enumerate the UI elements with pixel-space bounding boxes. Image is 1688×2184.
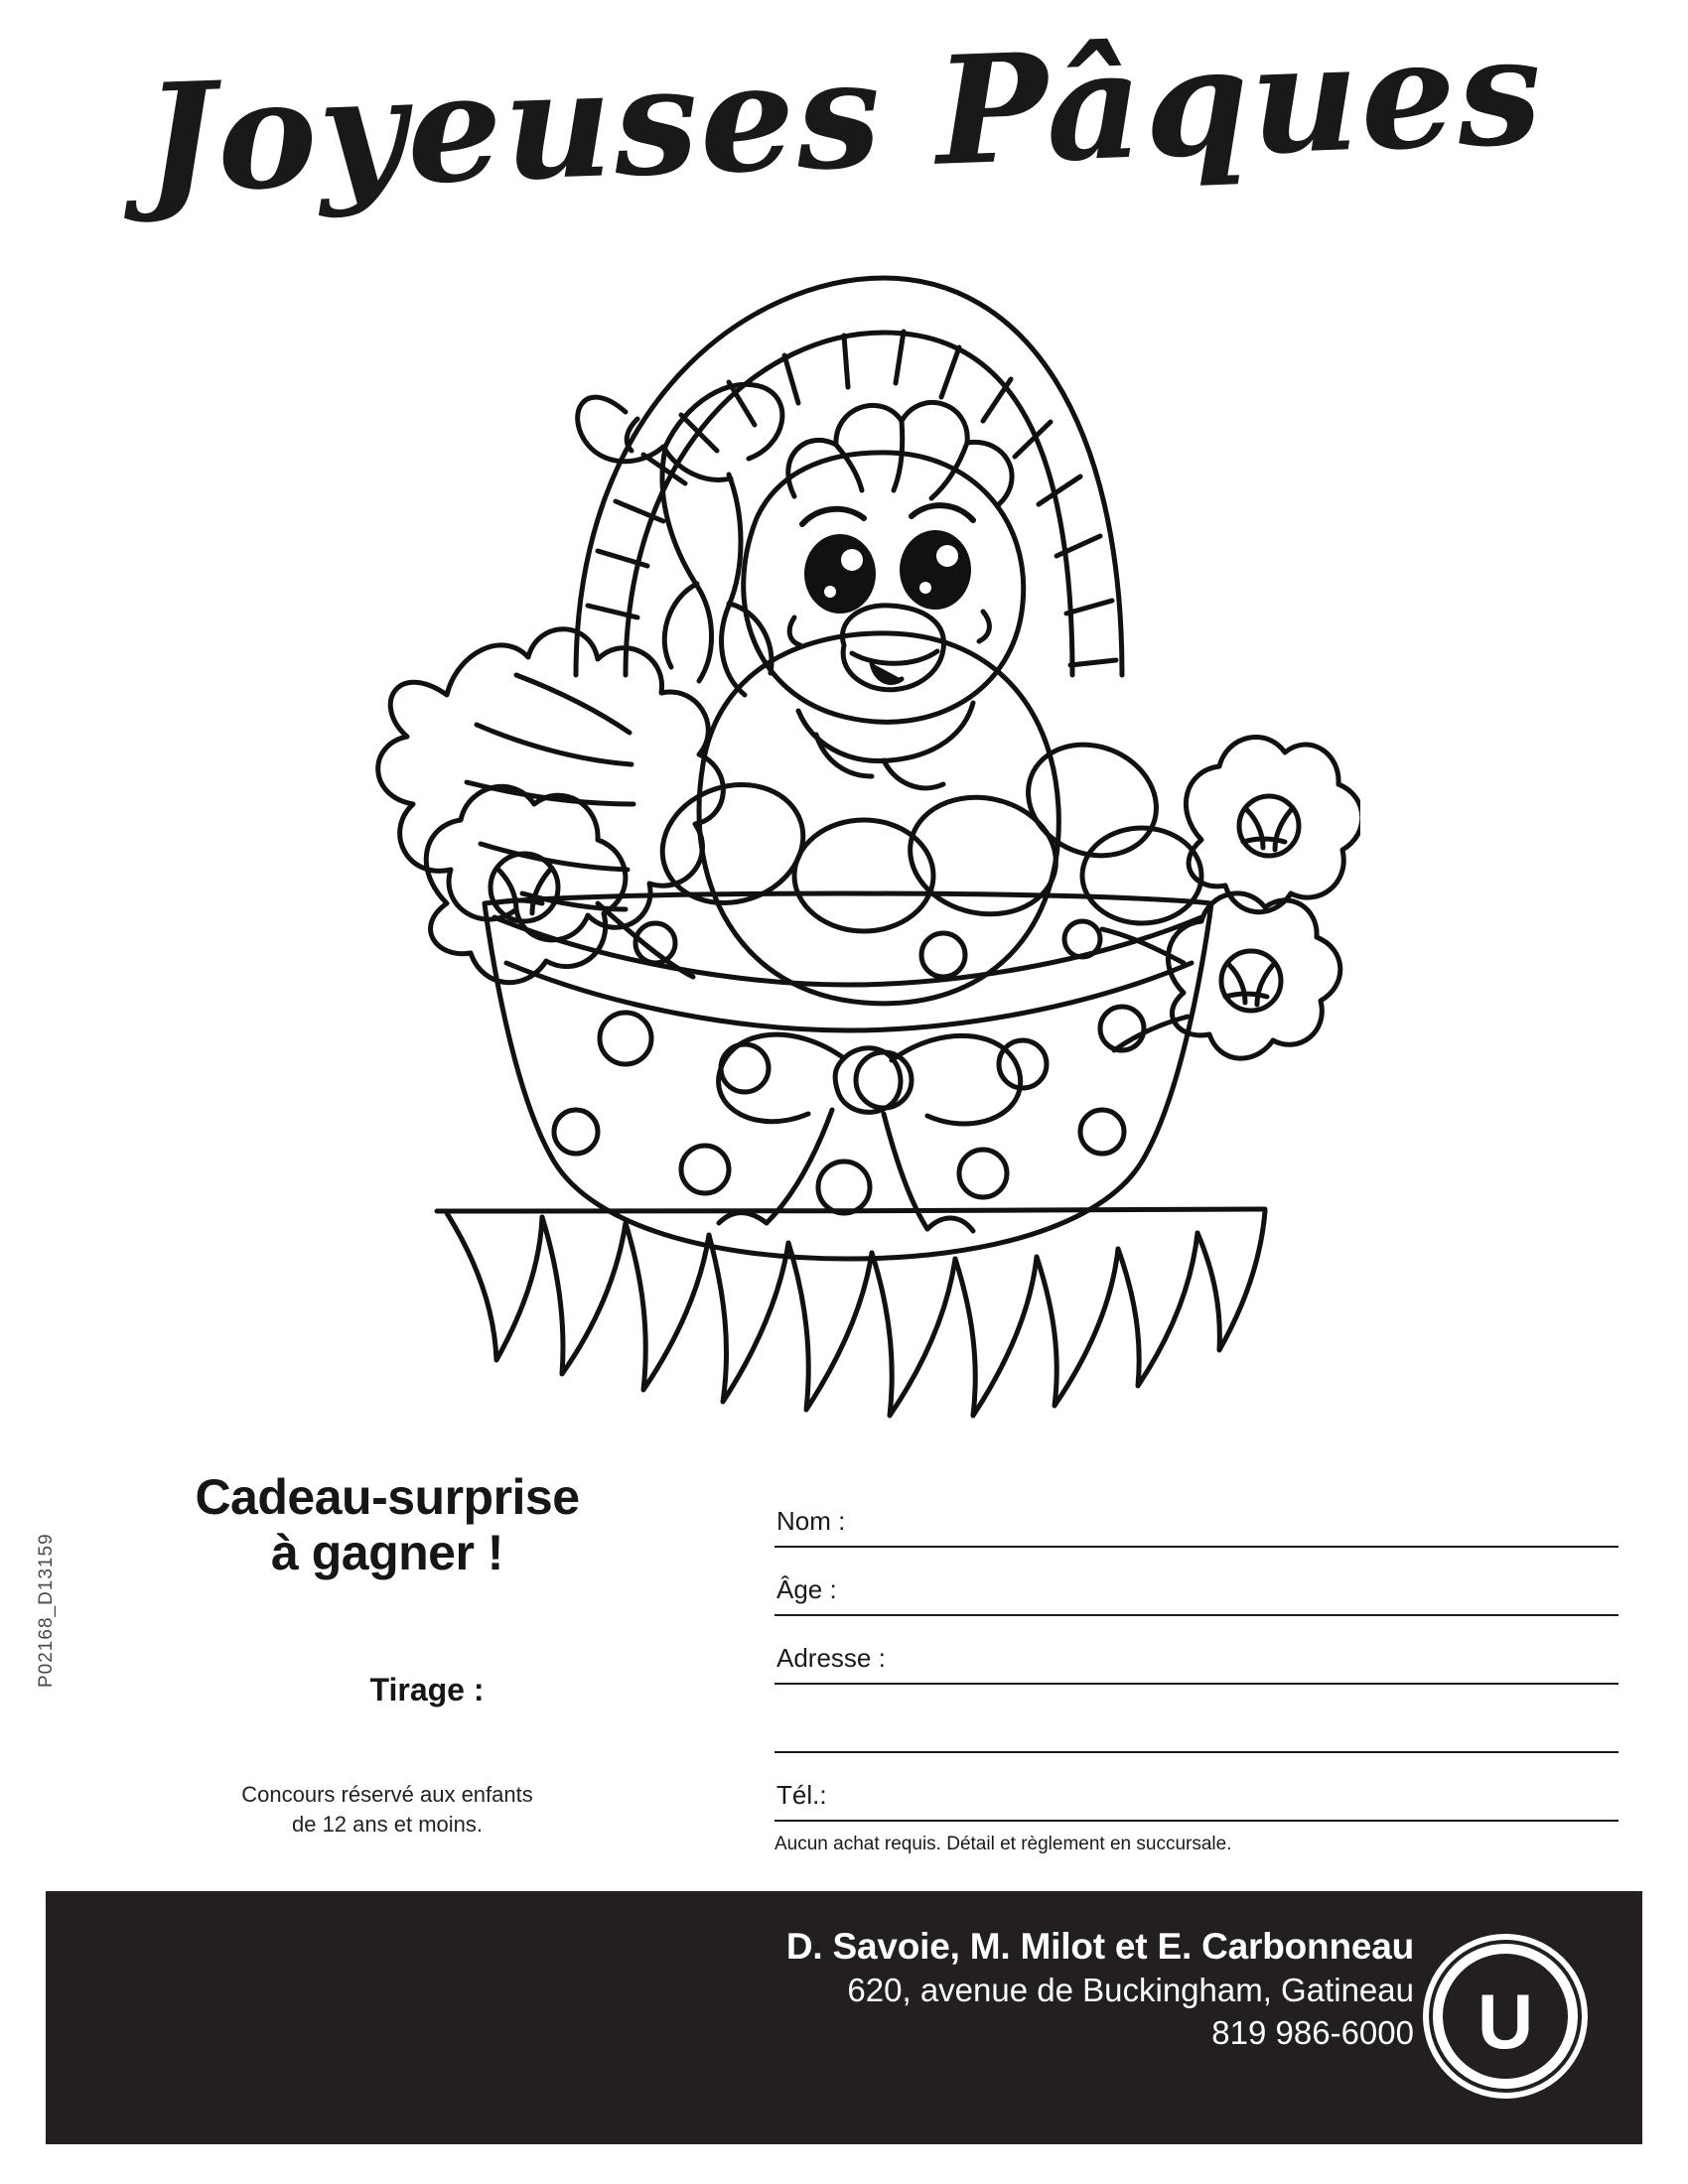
field-adresse[interactable] bbox=[774, 1616, 1618, 1685]
prize-heading-line2: à gagner ! bbox=[271, 1525, 503, 1580]
entry-form bbox=[774, 1479, 1618, 1855]
footer-phone: 819 986-6000 bbox=[1211, 2013, 1414, 2051]
field-telephone[interactable] bbox=[774, 1753, 1618, 1822]
page-title: Joyeuses Pâques bbox=[141, 3, 1547, 227]
uniprix-logo-icon bbox=[1420, 1931, 1591, 2102]
form-disclaimer: Aucun achat requis. Détail et règlement en succursale. bbox=[774, 1834, 1232, 1854]
prize-heading-line1: Cadeau-surprise bbox=[195, 1469, 580, 1525]
field-adresse-line2[interactable] bbox=[774, 1685, 1618, 1753]
footer-address: 620, avenue de Buckingham, Gatineau bbox=[847, 1972, 1414, 2009]
logo-letter: U bbox=[1477, 1978, 1534, 2065]
field-adresse-label: Adresse : bbox=[776, 1643, 886, 1673]
field-age[interactable] bbox=[774, 1548, 1618, 1616]
footer-contact bbox=[786, 1923, 1414, 2054]
field-age-label: Âge : bbox=[776, 1574, 837, 1604]
contest-rules-line2: de 12 ans et moins. bbox=[291, 1811, 483, 1837]
contest-rules bbox=[109, 1780, 665, 1839]
contest-rules-line1: Concours réservé aux enfants bbox=[241, 1782, 533, 1807]
easter-basket-illustration bbox=[328, 208, 1360, 1449]
footer-business-name: D. Savoie, M. Milot et E. Carbonneau bbox=[785, 1926, 1414, 1967]
field-nom-label: Nom : bbox=[776, 1506, 846, 1536]
reference-code: P02168_D13159 bbox=[36, 1533, 57, 1688]
field-telephone-label: Tél.: bbox=[776, 1780, 827, 1810]
field-nom[interactable] bbox=[774, 1479, 1618, 1548]
promo-column bbox=[109, 1469, 665, 1839]
draw-label: Tirage : bbox=[369, 1672, 485, 1707]
prize-heading bbox=[109, 1469, 665, 1580]
footer-banner bbox=[46, 1891, 1642, 2144]
